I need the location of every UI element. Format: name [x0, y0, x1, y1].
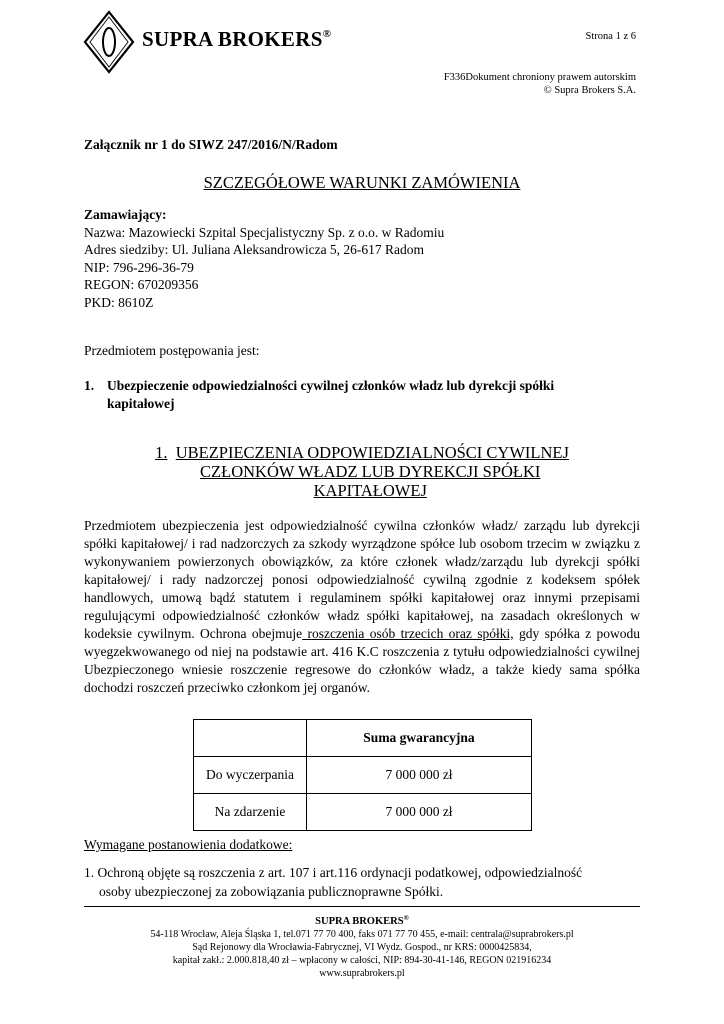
table-header-row — [194, 720, 532, 757]
buyer-address: Adres siedziby: Ul. Juliana Aleksandrowicza 5, 26-617 Radom — [84, 242, 425, 257]
section-heading — [0, 443, 724, 500]
buyer-label: Zamawiający: — [84, 207, 167, 222]
provision-line: osoby ubezpieczonej za zobowiązania publicznoprawne Spółki. — [99, 884, 444, 899]
copyright-line: © Supra Brokers S.A. — [543, 85, 636, 96]
footer-company: SUPRA BROKERS® — [315, 914, 409, 927]
subject-item — [84, 377, 554, 412]
footer-website: www.suprabrokers.pl — [319, 968, 405, 979]
provision-item — [84, 863, 644, 901]
buyer-pkd: PKD: 8610Z — [84, 294, 154, 310]
footer — [0, 912, 724, 980]
table-header-cell: Suma gwarancyjna — [307, 720, 532, 757]
footer-line: 54-118 Wrocław, Aleja Śląska 1, tel.071 77 70 400, faks 071 77 70 455, e-mail: centrala@suprabrokers.pl — [150, 929, 574, 940]
table-row — [194, 757, 532, 794]
footer-line: kapitał zakł.: 2.000.818,40 zł – wpłacony w całości, NIP: 894-30-41-146, REGON 021916234 — [172, 955, 552, 966]
annex-reference: Załącznik nr 1 do SIWZ 247/2016/N/Radom — [84, 137, 338, 152]
buyer-regon: REGON: 670209356 — [84, 277, 199, 292]
section-number: 1. — [155, 443, 168, 462]
table-row — [194, 794, 532, 831]
underlined-phrase: roszczenia osób trzecich oraz spółki, — [302, 626, 514, 641]
section-title-line: UBEZPIECZENIA ODPOWIEDZIALNOŚCI CYWILNEJ — [175, 443, 569, 462]
section-title-line: KAPITAŁOWEJ — [313, 481, 427, 500]
copyright-notice — [444, 71, 636, 97]
footer-line: Sąd Rejonowy dla Wrocławia-Fabrycznej, VI Wydz. Gospod., nr KRS: 0000425834, — [192, 942, 532, 953]
guarantee-table — [193, 719, 532, 831]
buyer-name: Nazwa: Mazowiecki Szpital Specjalistyczny Sp. z o.o. w Radomiu — [84, 224, 445, 240]
table-cell: 7 000 000 zł — [307, 794, 532, 831]
table-cell: 7 000 000 zł — [307, 757, 532, 794]
item-text: Ubezpieczenie odpowiedzialności cywilnej członków władz lub dyrekcji spółki — [107, 378, 555, 393]
supra-brokers-logo — [83, 10, 135, 74]
buyer-nip: NIP: 796-296-36-79 — [84, 259, 194, 275]
item-number: 1. — [84, 378, 95, 393]
table-header-cell — [194, 720, 307, 757]
table-cell: Na zdarzenie — [194, 794, 307, 831]
copyright-line: F336Dokument chroniony prawem autorskim — [443, 72, 636, 83]
provision-line: 1. Ochroną objęte są roszczenia z art. 107 i art.116 ordynacji podatkowej, odpowiedzialność — [84, 865, 583, 880]
item-text: kapitałowej — [107, 395, 175, 411]
registered-mark: ® — [322, 28, 332, 40]
brand-name: SUPRA BROKERS® — [142, 27, 332, 51]
buyer-block — [84, 206, 444, 311]
document-title: SZCZEGÓŁOWE WARUNKI ZAMÓWIENIA — [203, 173, 521, 192]
required-provisions-heading: Wymagane postanowienia dodatkowe: — [84, 837, 293, 852]
registered-mark: ® — [403, 914, 409, 922]
subject-intro: Przedmiotem postępowania jest: — [84, 343, 260, 358]
page-number: Strona 1 z 6 — [585, 31, 636, 42]
section-title-line: CZŁONKÓW WŁADZ LUB DYREKCJI SPÓŁKI — [200, 462, 541, 481]
coverage-description: Przedmiotem ubezpieczenia jest odpowiedzialność cywilna członków władz/ zarządu lub dyrekcji spółki kapitałowej/ i rad nadzorczych za szkody wyrządzone spółce lub osobom trzecim w związku z wykonywaniem powierzonych obowiązków, za które członek władz/zarządu lub dyrekcji spółki kapitałowej/ i rady nadzorczej ponosi odpowiedzialność cywilną zgodnie z kodeksem spółek handlowych, umową bądź statutem i regulaminem spółki kapitałowej oraz innymi przepisami regulującymi odpowiedzialność członków władz spółki kapitałowej, na zasadach określonych w kodeksie cywilnym. Ochrona obejmuje roszczenia osób trzecich oraz spółki, gdy spółka z powodu wyegzekwowanego od niej na podstawie art. 416 K.C roszczenia z tytułu odpowiedzialności cywilnej Ubezpieczonego wniesie roszczenie regresowe do członków władz, a także kiedy sama spółka dochodzi roszczeń przeciwko członkom jej organów. — [84, 518, 640, 695]
footer-divider — [84, 906, 640, 907]
table-cell: Do wyczerpania — [194, 757, 307, 794]
